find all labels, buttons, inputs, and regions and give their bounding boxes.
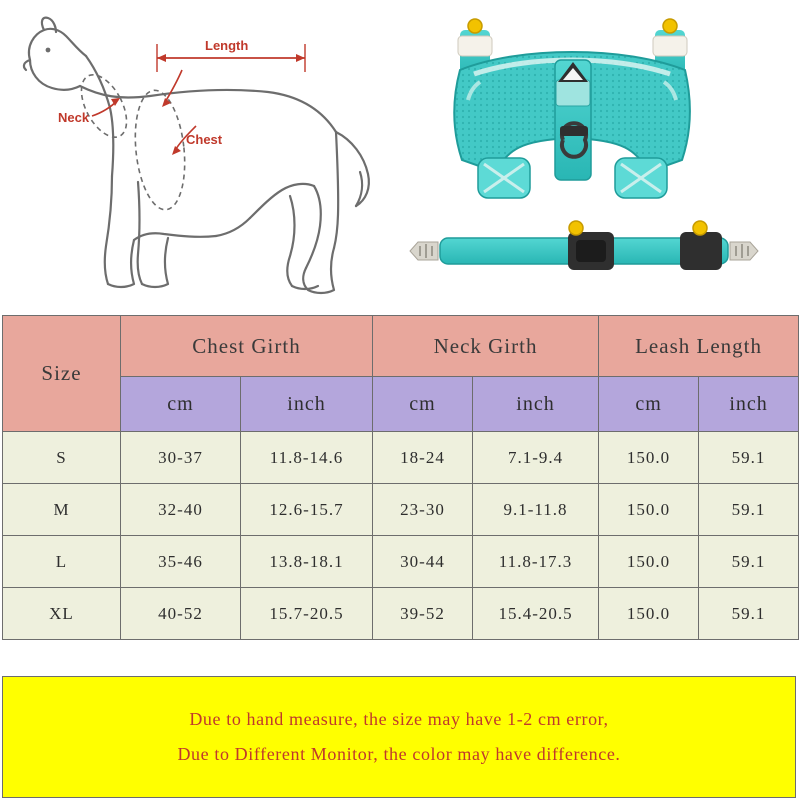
dog-outline-icon: [0, 0, 400, 315]
dog-diagram: [0, 0, 400, 315]
table-row: [3, 484, 799, 536]
cell-leash-cm: 150.0: [599, 588, 699, 640]
cell-leash-cm: 150.0: [599, 484, 699, 536]
cell-size: M: [3, 484, 121, 536]
cell-chest-inch: 15.7-20.5: [241, 588, 373, 640]
header-leash-cm: cm: [599, 377, 699, 432]
cell-chest-cm: 32-40: [121, 484, 241, 536]
table-header-main: [3, 316, 799, 377]
cell-neck-cm: 23-30: [373, 484, 473, 536]
cell-neck-inch: 7.1-9.4: [473, 432, 599, 484]
cell-neck-inch: 15.4-20.5: [473, 588, 599, 640]
header-leash-length: Leash Length: [599, 316, 799, 377]
cell-neck-cm: 30-44: [373, 536, 473, 588]
header-neck-inch: inch: [473, 377, 599, 432]
header-chest-girth: Chest Girth: [121, 316, 373, 377]
cell-chest-cm: 35-46: [121, 536, 241, 588]
header-chest-inch: inch: [241, 377, 373, 432]
header-neck-girth: Neck Girth: [373, 316, 599, 377]
cell-chest-inch: 12.6-15.7: [241, 484, 373, 536]
header-chest-cm: cm: [121, 377, 241, 432]
cell-size: XL: [3, 588, 121, 640]
cell-leash-cm: 150.0: [599, 536, 699, 588]
cell-neck-inch: 11.8-17.3: [473, 536, 599, 588]
disclaimer-line-2: Due to Different Monitor, the color may have difference.: [177, 744, 621, 764]
cell-chest-cm: 40-52: [121, 588, 241, 640]
cell-neck-cm: 18-24: [373, 432, 473, 484]
cell-leash-cm: 150.0: [599, 432, 699, 484]
cell-neck-cm: 39-52: [373, 588, 473, 640]
cell-leash-inch: 59.1: [699, 588, 799, 640]
label-length: Length: [205, 38, 249, 53]
header-leash-inch: inch: [699, 377, 799, 432]
label-chest: Chest: [186, 132, 223, 147]
table-header-sub: [3, 377, 799, 432]
disclaimer-line-1: Due to hand measure, the size may have 1-2 cm error,: [189, 709, 609, 729]
cell-size: L: [3, 536, 121, 588]
cell-chest-cm: 30-37: [121, 432, 241, 484]
cell-size: S: [3, 432, 121, 484]
illustration-area: [0, 0, 800, 315]
cell-leash-inch: 59.1: [699, 536, 799, 588]
harness-product-image: [400, 0, 800, 315]
cell-leash-inch: 59.1: [699, 432, 799, 484]
size-table: [2, 315, 799, 640]
header-neck-cm: cm: [373, 377, 473, 432]
table-row: [3, 536, 799, 588]
label-neck: Neck: [58, 110, 90, 125]
cell-leash-inch: 59.1: [699, 484, 799, 536]
cell-neck-inch: 9.1-11.8: [473, 484, 599, 536]
disclaimer-note: [2, 676, 796, 798]
dog-harness-icon: [400, 0, 800, 315]
cell-chest-inch: 11.8-14.6: [241, 432, 373, 484]
header-size: Size: [3, 316, 121, 432]
table-row: [3, 588, 799, 640]
table-row: [3, 432, 799, 484]
cell-chest-inch: 13.8-18.1: [241, 536, 373, 588]
